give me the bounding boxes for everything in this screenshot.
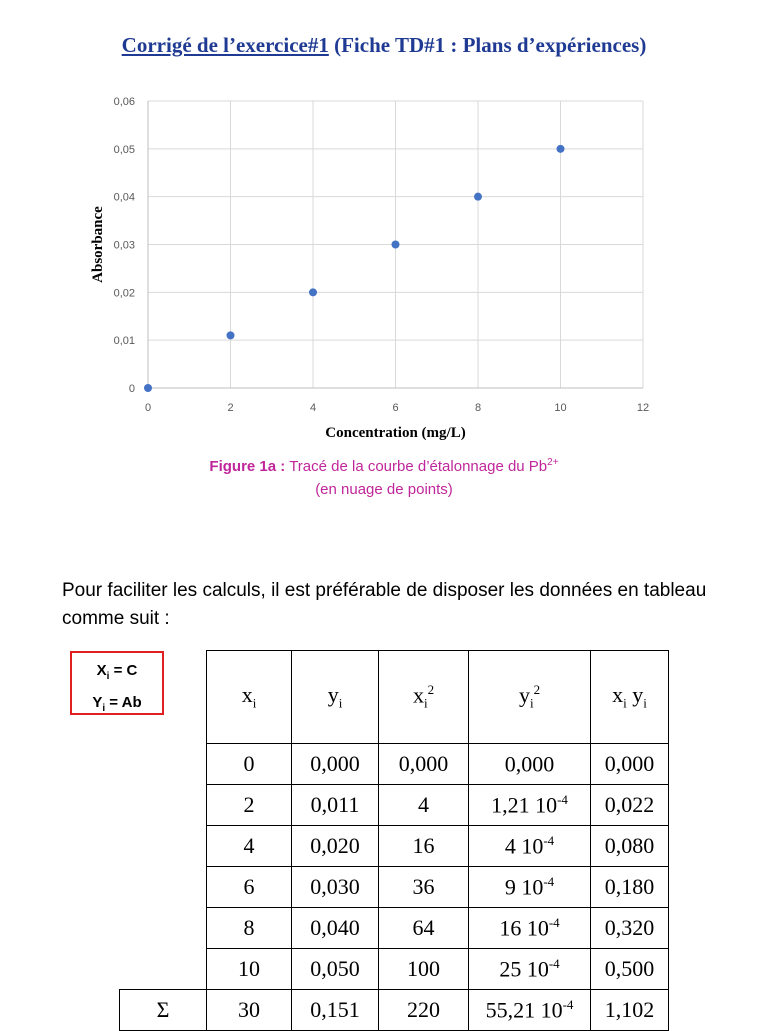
table-row: 8 0,040 64 16 $10^{-4}$ 0,320 [120, 908, 669, 949]
page-title [0, 33, 768, 58]
data-table [119, 650, 669, 1031]
x-tick-label: 10 [554, 402, 567, 414]
header-xi: $x_i$ [207, 651, 292, 744]
header-xi2: $x_i^2$ [379, 651, 469, 744]
x-tick-label: 2 [227, 402, 234, 414]
legend-line-x: $X_i = C$ [96, 662, 138, 682]
data-point [144, 384, 152, 392]
y-tick-label: 0,03 [113, 239, 135, 252]
y-tick-label: 0,05 [113, 143, 135, 156]
caption-superscript: 2+ [547, 457, 559, 468]
table-row: 6 0,030 36 9 $10^{-4}$ 0,180 [120, 867, 669, 908]
x-tick-label: 4 [309, 402, 317, 414]
x-axis-title: Concentration (mg/L) [325, 425, 466, 440]
header-xiyi: $x_i$ $y_i$ [591, 651, 669, 744]
caption-text: Tracé de la courbe d’étalonnage du Pb [289, 458, 548, 475]
title-underlined: Corrigé de l’exercice#1 [121, 33, 329, 57]
calibration-scatter-chart [0, 80, 768, 440]
y-axis-title: Absorbance [90, 206, 106, 283]
x-tick-label: 12 [636, 402, 650, 414]
data-point [392, 241, 400, 249]
data-point [309, 288, 317, 296]
y-tick-label: 0,06 [113, 96, 135, 108]
sum-symbol: Σ [120, 990, 207, 1031]
x-tick-label: 8 [474, 402, 482, 414]
header-yi: $y_i$ [292, 651, 379, 744]
data-point [227, 331, 235, 339]
x-tick-label: 6 [392, 402, 399, 414]
x-tick-label: 0 [144, 402, 152, 414]
data-point [557, 145, 565, 153]
table-row: 4 0,020 16 4 $10^{-4}$ 0,080 [120, 826, 669, 867]
header-yi2: $y_i^2$ [469, 651, 591, 744]
table-row: 10 0,050 100 25 $10^{-4}$ 0,500 [120, 949, 669, 990]
y-tick-label: 0 [128, 383, 135, 395]
intro-paragraph: Pour faciliter les calculs, il est préférable de disposer les données en tableau comme suit : [62, 580, 707, 629]
caption-label: Figure 1a : [209, 458, 286, 475]
data-point [474, 193, 482, 201]
figure-caption [0, 457, 768, 475]
title-rest: (Fiche TD#1 : Plans d’expériences) [334, 33, 647, 57]
table-row: 0 0,000 0,000 0,000 0,000 [120, 744, 669, 785]
y-tick-label: 0,01 [113, 335, 135, 348]
legend-line-y: $Y_i = Ab$ [92, 694, 142, 714]
table-sum-row: Σ 30 0,151 220 55,21 $10^{-4}$ 1,102 [120, 990, 669, 1031]
y-tick-label: 0,04 [113, 191, 135, 204]
figure-caption-line2: (en nuage de points) [315, 481, 453, 498]
table-row: 2 0,011 4 1,21 $10^{-4}$ 0,022 [120, 785, 669, 826]
y-tick-label: 0,02 [113, 287, 135, 300]
table-header-row [120, 651, 669, 744]
